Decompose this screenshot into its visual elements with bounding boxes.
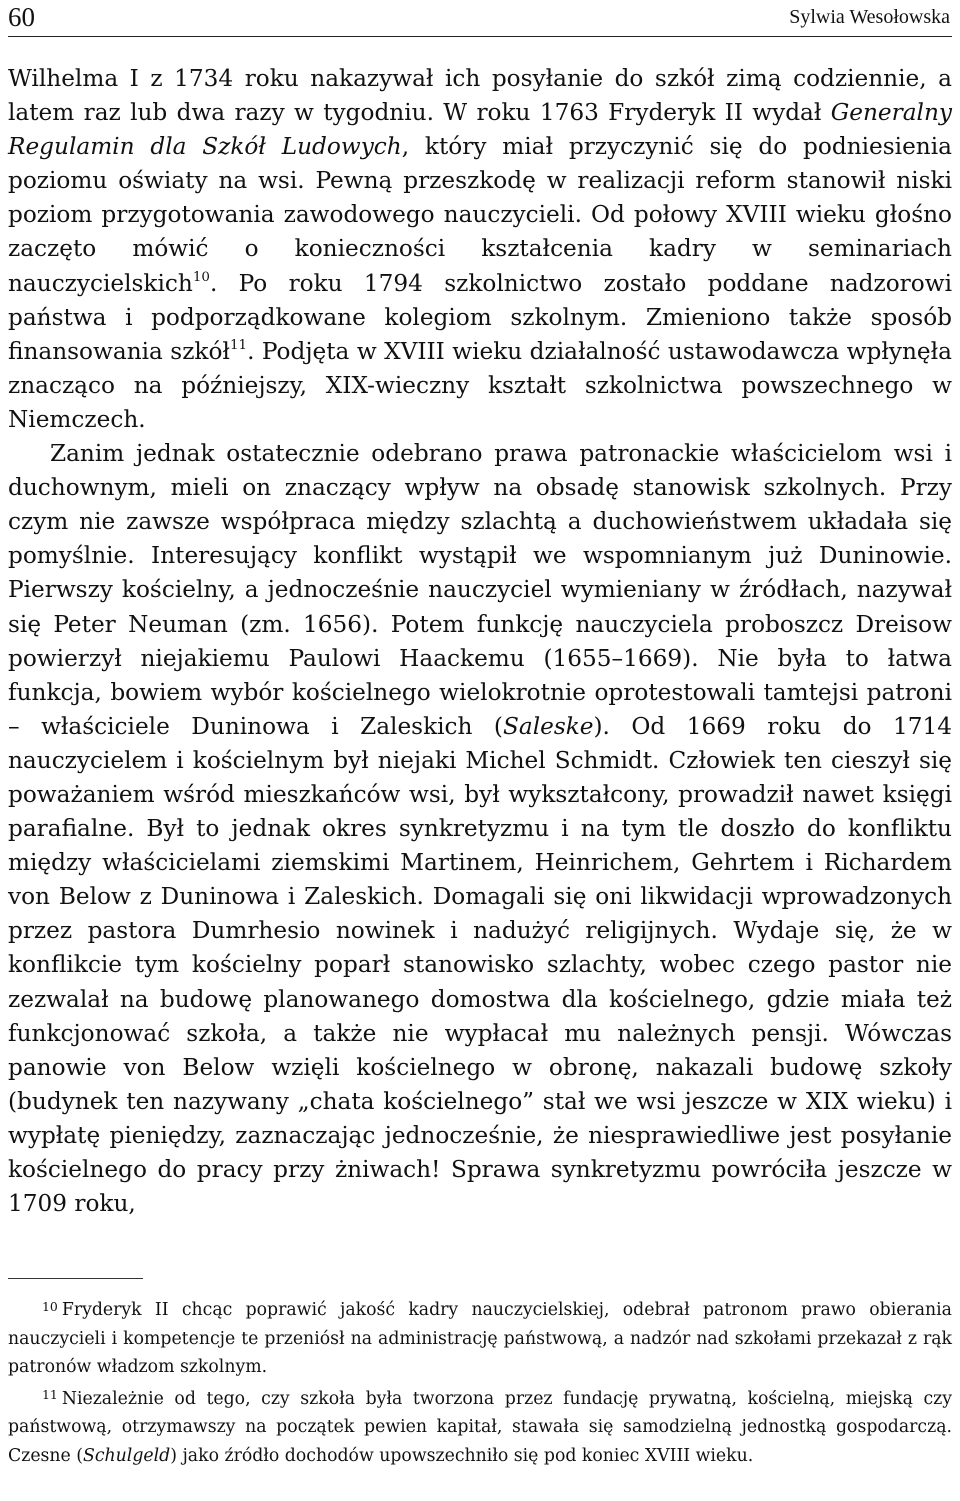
paragraph-2-text-a: Zanim jednak ostatecznie odebrano prawa patronackie właścicielom wsi i duchownym, mieli on znaczący wpływ na obsadę stanowisk szkolnych. Przy czym nie zawsze współpraca między szlachtą a duchowieństwem układała się pomyślnie. Interesujący konflikt wystąpił we wspomnianym już Duninowie. Pierwszy kościelny, a jednocześnie nauczyciel wymieniany w źródłach, nazywał się Peter Neuman (zm. 1656). Potem funkcję nauczyciela proboszcz Dreisow powierzył niejakiemu Paulowi Haackemu (1655–1669). Nie była to łatwa funkcja, bowiem wybór kościelnego wielokrotnie oprotestowali tamtejsi patroni – właściciele Duninowa i Zaleskich ( [8, 440, 952, 740]
footnote-ref-11[interactable]: 11 [229, 337, 248, 353]
page-header [8, 0, 952, 37]
footnote-separator [8, 1278, 143, 1279]
paragraph-2 [8, 437, 952, 1221]
footnotes [8, 1296, 952, 1470]
running-head-author: Sylwia Wesołowska [789, 6, 950, 28]
paragraph-1-text-b: , który miał przyczynić się do podniesienia poziomu oświaty na wsi. Pewną przeszkodę w realizacji reform stanowił niski poziom przygotowania zawodowego nauczycieli. Od połowy XVIII wieku głośno zaczęto mówić o konieczności kształcenia kadry w seminariach nauczycielskich [8, 133, 952, 297]
footnote-number: 10 [42, 1298, 58, 1314]
footnote-11 [8, 1385, 952, 1471]
paragraph-1-text-a: Wilhelma I z 1734 roku nakazywał ich posyłanie do szkół zimą codziennie, a latem raz lub dwa razy w tygodniu. W roku 1763 Fryderyk II wydał [8, 65, 952, 127]
footnote-ref-10[interactable]: 10 [192, 269, 210, 285]
page-number: 60 [8, 2, 35, 32]
place-name-italic: Saleske [502, 712, 594, 740]
regulation-title: Generalny Regulamin dla Szkół Ludowych [8, 99, 952, 161]
footnote-italic-term: Schulgeld [83, 1445, 171, 1466]
paragraph-1-text-c: . Po roku 1794 szkolnictwo zostało poddane nadzorowi państwa i podporządkowane kolegiom szkolnym. Zmieniono także sposób finansowania szkół [8, 269, 952, 365]
footnote-number: 11 [42, 1387, 58, 1403]
footnote-text: Fryderyk II chcąc poprawić jakość kadry nauczycielskiej, odebrał patronom prawo obierania nauczycieli i kompetencje te przeniósł na administrację państwową, a nadzór nad szkołami przekazał z rąk patronów władzom szkolnym. [8, 1300, 952, 1377]
paragraph-2-text-b: ). Od 1669 roku do 1714 nauczycielem i kościelnym był niejaki Michel Schmidt. Człowiek ten cieszył się poważaniem wśród mieszkańców wsi, był wykształcony, prowadził nawet księgi parafialne. Był to jednak okres synkretyzmu i na tym tle doszło do konfliktu między właścicielami ziemskimi Martinem, Heinrichem, Gehrtem i Richardem von Below z Duninowa i Zaleskich. Domagali się oni likwidacji wprowadzonych przez pastora Dumrhesio nowinek i nadużyć religijnych. Wydaje się, że w konflikcie tym kościelny poparł stanowisko szlachty, wobec czego pastor nie zezwalał na budowę planowanego domostwa dla kościelnego, gdzie miała też funkcjonować szkoła, a także nie wypłacał mu należnych pensji. Wówczas panowie von Below wzięli kościelnego w obronę, nakazali budowę szkoły (budynek ten nazywany „chata kościelnego” stał we wsi jeszcze w XIX wieku) i wypłatę pieniędzy, zaznaczając jednocześnie, że niesprawiedliwe jest posyłanie kościelnego do pracy przy żniwach! Sprawa synkretyzmu powróciła jeszcze w 1709 roku, [8, 712, 952, 1218]
footnote-10 [8, 1296, 952, 1382]
footnote-text-a: Niezależnie od tego, czy szkoła była tworzona przez fundację prywatną, kościelną, miejską czy państwową, otrzymawszy na początek pewien kapitał, stawała się samodzielną jednostką gospodarczą. Czesne ( [8, 1388, 952, 1466]
footnote-text-b: ) jako źródło dochodów upowszechniło się pod koniec XVIII wieku. [170, 1445, 754, 1466]
body-text [8, 62, 952, 1221]
paragraph-1-text-d: . Podjęta w XVIII wieku działalność ustawodawcza wpłynęła znacząco na późniejszy, XIX-wieczny kształt szkolnictwa powszechnego w Niemczech. [8, 337, 952, 433]
paragraph-1 [8, 62, 952, 437]
